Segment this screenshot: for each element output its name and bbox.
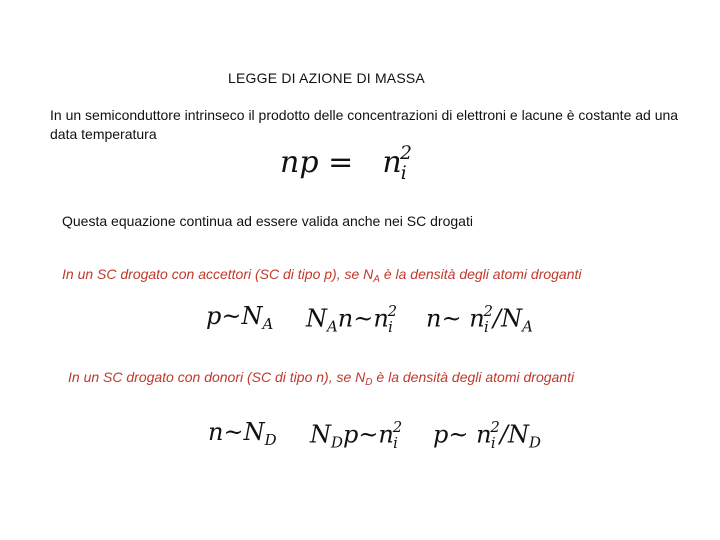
eq-subscript: i <box>490 433 496 452</box>
acceptor-text-sub: A <box>373 274 380 285</box>
eq-term: N <box>306 304 327 333</box>
eq-term: N <box>310 420 331 449</box>
eq-term: n <box>208 418 224 446</box>
eq-term: n <box>476 420 492 449</box>
eq-subscript: A <box>327 317 338 336</box>
eq-op: ~ <box>221 302 242 330</box>
intro-text: In un semiconduttore intrinseco il prodotto delle concentrazioni di elettroni e lacune è costante ad una data temperatura <box>50 107 679 142</box>
eq-term: n <box>378 420 394 449</box>
eq-superscript: 2 <box>490 418 500 436</box>
mass-action-equation <box>280 143 412 184</box>
eq-op: ~ <box>441 304 462 333</box>
eq-op: ~ <box>358 420 379 449</box>
acceptor-text-before: In un SC drogato con accettori (SC di tipo p), se N <box>62 266 374 282</box>
donor-text-sub: D <box>365 377 373 388</box>
eq-op: ~ <box>223 418 244 446</box>
acceptor-eq-1 <box>206 302 273 333</box>
eq-term: N <box>243 418 265 446</box>
donor-eq-3 <box>433 418 541 452</box>
eq-subscript: D <box>528 433 541 452</box>
eq-term: n <box>373 304 389 333</box>
eq-equals: = <box>328 145 354 181</box>
validity-note: Questa equazione continua ad essere valida anche nei SC drogati <box>62 213 473 229</box>
eq-subscript: i <box>483 317 489 336</box>
eq-subscript: A <box>262 315 274 334</box>
eq-subscript: D <box>331 433 343 452</box>
eq-subscript: i <box>393 433 398 452</box>
eq-superscript: 2 <box>483 302 493 320</box>
acceptor-text-after: è la densità degli atomi droganti <box>379 266 582 282</box>
eq-subscript: i <box>400 162 407 184</box>
eq-op: ~ <box>448 420 469 449</box>
donor-eq-2 <box>310 418 402 452</box>
donor-eq-1 <box>208 418 277 449</box>
eq-term: n <box>469 304 485 333</box>
donor-description <box>68 369 574 388</box>
donor-text-before: In un SC drogato con donori (SC di tipo n), se N <box>68 369 366 385</box>
eq-base: n <box>382 145 402 181</box>
eq-op: / <box>492 304 502 333</box>
eq-subscript: i <box>388 317 393 336</box>
eq-term: p <box>206 302 222 330</box>
eq-term: p <box>433 420 449 449</box>
eq-term: n <box>337 304 354 333</box>
eq-op: ~ <box>353 304 374 333</box>
acceptor-eq-3 <box>426 302 533 336</box>
eq-term: N <box>507 420 529 449</box>
donor-text-after: è la densità degli atomi droganti <box>372 369 575 385</box>
eq-op: / <box>499 420 508 449</box>
eq-term: N <box>501 304 523 333</box>
eq-term: p <box>342 420 359 449</box>
eq-subscript: D <box>264 431 277 450</box>
slide-title: LEGGE DI AZIONE DI MASSA <box>228 70 425 86</box>
eq-term: N <box>241 302 263 330</box>
eq-lhs: np <box>280 145 319 181</box>
eq-superscript: 2 <box>387 302 398 320</box>
acceptor-eq-2 <box>306 302 397 336</box>
eq-term: n <box>426 304 442 333</box>
acceptor-description <box>62 266 582 285</box>
eq-subscript: A <box>522 317 533 336</box>
eq-superscript: 2 <box>400 143 413 164</box>
eq-superscript: 2 <box>392 418 403 436</box>
